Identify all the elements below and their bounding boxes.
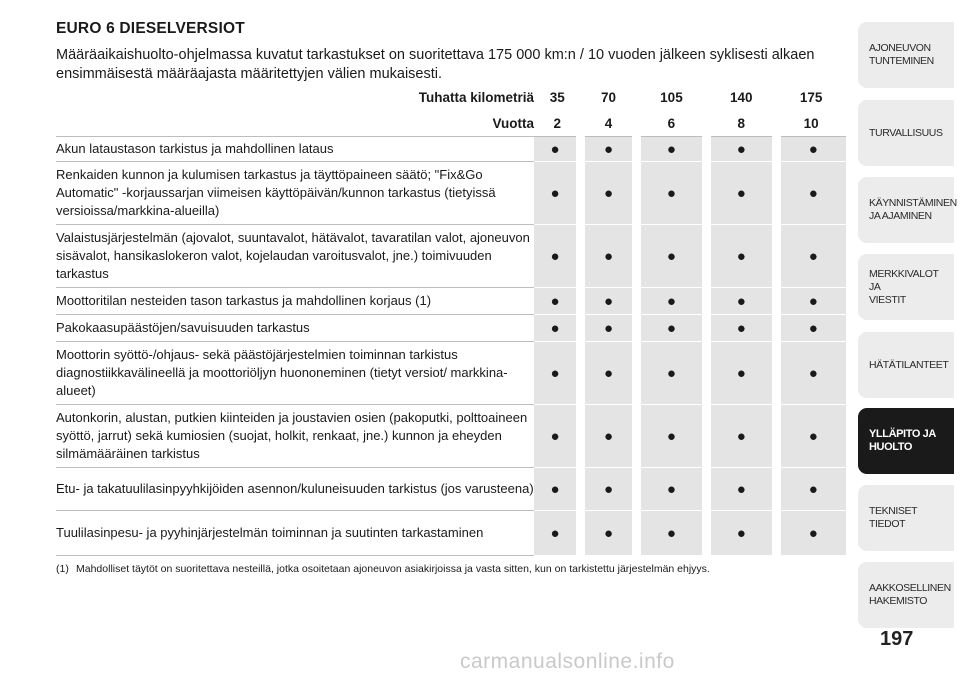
schedule-mark: ●	[706, 511, 776, 556]
check-description: Moottoritilan nesteiden tason tarkastus ja mahdollinen korjaus (1)	[56, 288, 534, 315]
check-description: Tuulilasinpesu- ja pyyhinjärjestelmän toiminnan ja suutinten tarkastaminen	[56, 511, 534, 556]
schedule-mark: ●	[776, 511, 846, 556]
table-row	[56, 162, 846, 225]
year-header-label: Vuotta	[56, 110, 534, 137]
schedule-mark: ●	[776, 405, 846, 468]
schedule-mark: ●	[534, 511, 581, 556]
schedule-mark: ●	[534, 225, 581, 288]
year-header-row	[56, 110, 846, 137]
tab-vehicle-knowledge[interactable]: AJONEUVON TUNTEMINEN	[858, 22, 954, 88]
table-row	[56, 315, 846, 342]
schedule-mark: ●	[581, 511, 637, 556]
year-value: 2	[534, 110, 581, 137]
schedule-mark: ●	[776, 137, 846, 162]
intro-paragraph: Määräaikaishuolto-ohjelmassa kuvatut tarkastukset on suoritettava 175 000 km:n / 10 vuoden jälkeen syklisesti alkaen ensimmäisestä määräajasta määritettyjen välien mukaisesti.	[56, 47, 815, 82]
schedule-mark: ●	[637, 315, 707, 342]
schedule-mark: ●	[706, 315, 776, 342]
maintenance-table	[56, 84, 846, 556]
schedule-mark: ●	[534, 342, 581, 405]
schedule-mark: ●	[581, 315, 637, 342]
tab-technical-data[interactable]: TEKNISET TIEDOT	[858, 485, 954, 551]
schedule-mark: ●	[776, 315, 846, 342]
schedule-mark: ●	[776, 162, 846, 225]
tab-emergencies[interactable]: HÄTÄTILANTEET	[858, 332, 954, 398]
page-number: 197	[880, 628, 914, 650]
schedule-mark: ●	[581, 288, 637, 315]
schedule-mark: ●	[534, 288, 581, 315]
schedule-mark: ●	[534, 405, 581, 468]
km-header-label: Tuhatta kilometriä	[418, 89, 534, 105]
schedule-mark: ●	[706, 137, 776, 162]
footnote-text: Mahdolliset täytöt on suoritettava nesteillä, jotka osoitetaan ajoneuvon asiakirjoissa ja vasta sitten, kun on tarkistettu järjestelmän ehjyys.	[76, 563, 710, 575]
year-value: 8	[706, 110, 776, 137]
km-value: 35	[549, 89, 565, 105]
schedule-mark: ●	[581, 342, 637, 405]
year-value: 6	[637, 110, 707, 137]
check-description: Pakokaasupäästöjen/savuisuuden tarkastus	[56, 315, 534, 342]
table-row	[56, 342, 846, 405]
tab-starting-driving[interactable]: KÄYNNISTÄMINEN JA AJAMINEN	[858, 177, 954, 243]
check-description: Autonkorin, alustan, putkien kiinteiden ja joustavien osien (pakoputki, polttoaineen syöttö, jarrut) sekä kumiosien (suojat, holkit, renkaat, jne.) kunnon ja eheyden silmämääräinen tarkistus	[56, 405, 534, 468]
km-header-row	[56, 84, 846, 110]
tab-index[interactable]: AAKKOSELLINEN HAKEMISTO	[858, 562, 954, 628]
schedule-mark: ●	[637, 468, 707, 511]
schedule-mark: ●	[534, 137, 581, 162]
schedule-mark: ●	[581, 137, 637, 162]
km-value: 140	[729, 89, 753, 105]
check-description: Moottorin syöttö-/ohjaus- sekä päästöjärjestelmien toiminnan tarkistus diagnostiikkavälineellä ja moottoriöljyn huononeminen (tietyt versiot/ markkina-alueet)	[56, 342, 534, 405]
schedule-mark: ●	[581, 225, 637, 288]
check-description: Renkaiden kunnon ja kulumisen tarkastus ja täyttöpaineen säätö; "Fix&Go Automatic" -korjaussarjan viimeisen käyttöpäivän/kunnon tarkastus (tietyissä versioissa/markkina-alueilla)	[56, 162, 534, 225]
check-description: Akun lataustason tarkistus ja mahdollinen lataus	[56, 137, 534, 162]
schedule-mark: ●	[581, 468, 637, 511]
schedule-mark: ●	[637, 288, 707, 315]
km-value: 175	[799, 89, 823, 105]
footnote-mark: (1)	[56, 563, 69, 575]
schedule-mark: ●	[706, 162, 776, 225]
km-value: 70	[601, 89, 617, 105]
schedule-mark: ●	[637, 511, 707, 556]
schedule-mark: ●	[637, 405, 707, 468]
schedule-mark: ●	[776, 468, 846, 511]
km-value: 105	[660, 89, 683, 105]
watermark: carmanualsonline.info	[460, 650, 675, 673]
schedule-mark: ●	[776, 342, 846, 405]
schedule-mark: ●	[581, 162, 637, 225]
check-description: Etu- ja takatuulilasinpyyhkijöiden asennon/kuluneisuuden tarkistus (jos varusteena)	[56, 468, 534, 511]
schedule-mark: ●	[534, 162, 581, 225]
schedule-mark: ●	[637, 137, 707, 162]
year-value: 4	[581, 110, 637, 137]
page-title: EURO 6 DIESELVERSIOT	[56, 20, 245, 37]
schedule-mark: ●	[706, 468, 776, 511]
schedule-mark: ●	[637, 225, 707, 288]
tab-maintenance[interactable]: YLLÄPITO JA HUOLTO	[858, 408, 954, 474]
schedule-mark: ●	[706, 342, 776, 405]
schedule-mark: ●	[776, 225, 846, 288]
schedule-mark: ●	[581, 405, 637, 468]
schedule-mark: ●	[637, 162, 707, 225]
table-row	[56, 137, 846, 162]
schedule-mark: ●	[534, 468, 581, 511]
check-description: Valaistusjärjestelmän (ajovalot, suuntavalot, hätävalot, tavaratilan valot, ajoneuvon sisävalot, hansikaslokeron valot, kojelaudan varoitusvalot, jne.) toimivuuden tarkastus	[56, 225, 534, 288]
schedule-mark: ●	[706, 288, 776, 315]
table-row	[56, 511, 846, 556]
year-value: 10	[776, 110, 846, 137]
tab-warning-lights[interactable]: MERKKIVALOT JA VIESTIT	[858, 254, 954, 320]
table-row	[56, 468, 846, 511]
schedule-mark: ●	[706, 225, 776, 288]
table-row	[56, 225, 846, 288]
schedule-mark: ●	[706, 405, 776, 468]
table-row	[56, 405, 846, 468]
schedule-mark: ●	[534, 315, 581, 342]
table-row	[56, 288, 846, 315]
tab-safety[interactable]: TURVALLISUUS	[858, 100, 954, 166]
schedule-mark: ●	[776, 288, 846, 315]
schedule-mark: ●	[637, 342, 707, 405]
footnote	[56, 562, 841, 577]
